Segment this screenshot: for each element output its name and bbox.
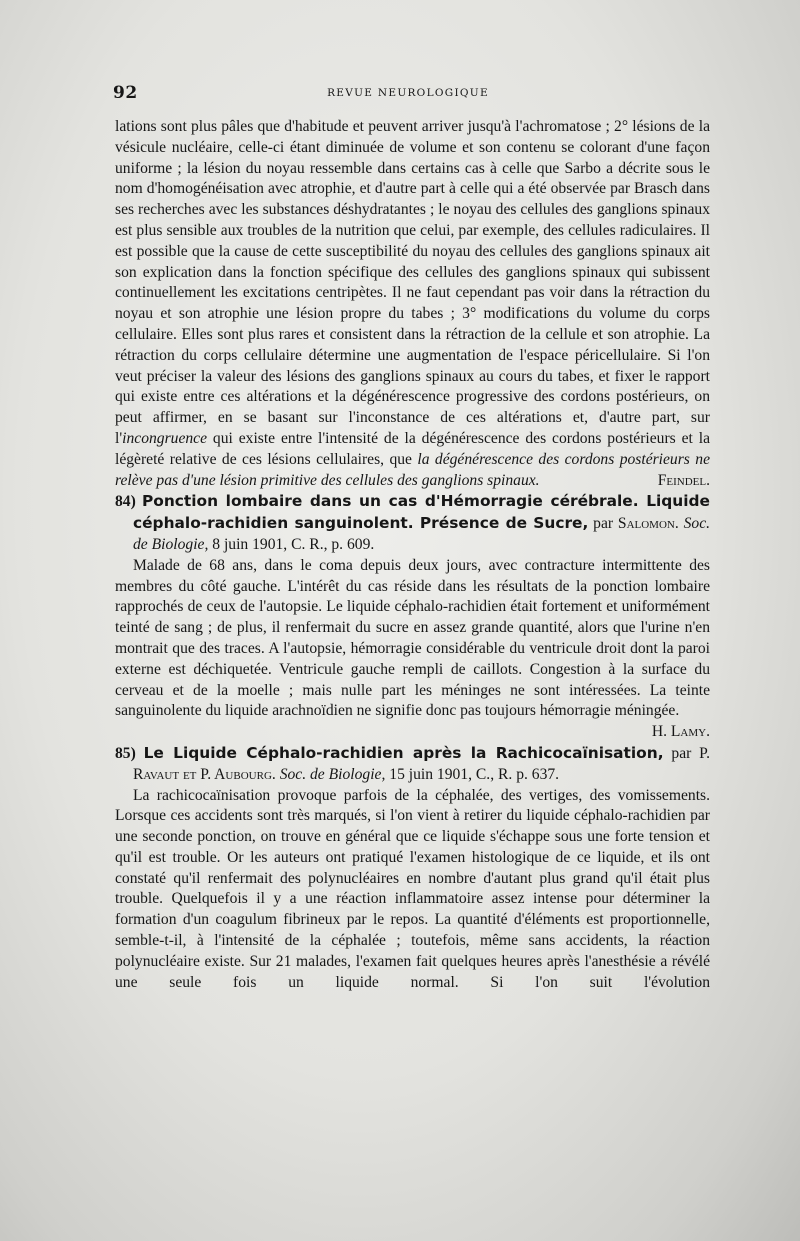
abstract-title: Le Liquide Céphalo-rachidien après la Rachicocaïnisation, bbox=[143, 743, 664, 762]
signature: H. Lamy. bbox=[651, 723, 710, 741]
abstract-number: 85) bbox=[115, 744, 136, 762]
continued-abstract bbox=[115, 117, 710, 491]
italic-term: incongruence bbox=[122, 429, 208, 447]
abstract-date: 15 juin 1901, C., R. p. 637. bbox=[385, 765, 560, 783]
abstract-journal: Soc. de Biologie, bbox=[279, 765, 386, 783]
abstract-heading bbox=[115, 743, 710, 786]
abstract-body bbox=[115, 556, 710, 741]
signature: Feindel. bbox=[657, 471, 710, 489]
abstract-by: par bbox=[663, 744, 700, 762]
running-title: REVUE NEUROLOGIQUE bbox=[327, 87, 489, 99]
continued-text: lations sont plus pâles que d'habitude et peuvent arriver jusqu'à l'achromatose ; 2° lésions de la vésicule nucléaire, celle-ci étant diminuée de volume et son contenu se colorant d'une façon uniforme ; la lésion du noyau ressemble dans certains cas à celle que Sarbo a décrite sous le nom d'homogénéisation avec atrophie, et d'autre part à celle qui a été observée par Brasch dans ses recherches avec les substances déshydratantes ; le noyau des cellules des ganglions spinaux est plus sensible aux troubles de la nutrition que celui, par exemple, des cellules radiculaires. Il est possible que la cause de cette susceptibilité du noyau des cellules des ganglions spinaux ait son explication dans la fonction spécifique des cellules des ganglions spinaux qui subissent continuellement les excitations centripètes. Il ne faut cependant pas voir dans la rétraction du noyau et son atrophie une lésion propre du tabes ; 3° modifications du volume du corps cellulaire. Elles sont plus rares et consistent dans la rétraction de la cellule et son atrophie. La rétraction du corps cellulaire détermine une augmentation de l'espace péricellulaire. Si l'on veut préciser la valeur des lésions des ganglions spinaux au cours du tabes, et fixer le rapport qui existe entre ces altérations et la dégénérescence progressive des cordons postérieurs, on peut affirmer, en se basant sur l'inconstance de ces altérations et, d'autre part, sur l' bbox=[115, 118, 710, 447]
abstract-text: La rachicocaïnisation provoque parfois de la céphalée, des vertiges, des vomissements. Lorsque ces accidents sont très marqués, si l'on vient à retirer du liquide céphalo-rachidien par une seconde ponction, on trouve en général que ce liquide s'échappe sous une forte tension et qu'il est trouble. Or les auteurs ont pratiqué l'examen histologique de ce liquide, et ils ont constaté qu'il renfermait des polynucléaires en nombre d'autant plus grand qu'il était plus trouble. Quelquefois il y a une réaction inflammatoire assez intense pour déterminer la formation d'un coagulum fibrineux par le repos. La quantité d'éléments est proportionnelle, semble-t-il, à l'intensité de la céphalée ; toutefois, même sans accidents, la réaction polynucléaire existe. Sur 21 malades, l'examen fait quelques heures après l'anesthésie a révélé une seule fois un liquide normal. Si l'on suit l'évolution bbox=[115, 786, 710, 991]
page-body bbox=[115, 117, 710, 993]
abstract-body bbox=[115, 786, 710, 994]
conclusion: la dégénérescence des cordons postérieurs ne relève pas d'une lésion primitive des cellules des ganglions spinaux. bbox=[115, 450, 710, 489]
abstract-journal: Soc. de Biologie, bbox=[133, 515, 711, 553]
page-header bbox=[113, 83, 703, 105]
abstract-heading bbox=[115, 491, 710, 555]
abstract-text: Malade de 68 ans, dans le coma depuis deux jours, avec contracture intermittente des membres du côté gauche. L'intérêt du cas réside dans les résultats de la ponction lombaire rapprochés de ceux de l'autopsie. Le liquide céphalo-rachidien était fortement et uniformément teinté de sang ; de plus, il renfermait du sucre en assez grande quantité, alors que l'urine n'en montrait que des traces. A l'autopsie, hémorragie considérable du ventricule droit dont la paroi externe est déchiquetée. Ventricule gauche rempli de caillots. Congestion à la surface du cerveau et de la moelle ; mais nulle part les méninges ne sont intéressées. La teinte sanguinolente du liquide arachnoïdien ne signifie donc pas toujours hémorragie méningée. bbox=[115, 556, 710, 720]
abstract-title: Ponction lombaire dans un cas d'Hémorragie cérébrale. Liquide céphalo-rachidien sanguinolent. Présence de Sucre, bbox=[133, 492, 710, 533]
abstract-authors: Salomon. bbox=[617, 515, 679, 533]
abstract-number: 84) bbox=[115, 493, 136, 511]
abstract-by: par bbox=[588, 515, 618, 533]
abstract-authors: P. Ravaut et P. Aubourg. bbox=[133, 744, 710, 783]
abstract-date: 8 juin 1901, C. R., p. 609. bbox=[208, 535, 375, 553]
continued-text-after: qui existe entre l'intensité de la dégénérescence des cordons postérieurs et la légèreté relative de ces lésions cellulaires, que bbox=[115, 429, 710, 468]
page-number: 92 bbox=[113, 83, 138, 103]
